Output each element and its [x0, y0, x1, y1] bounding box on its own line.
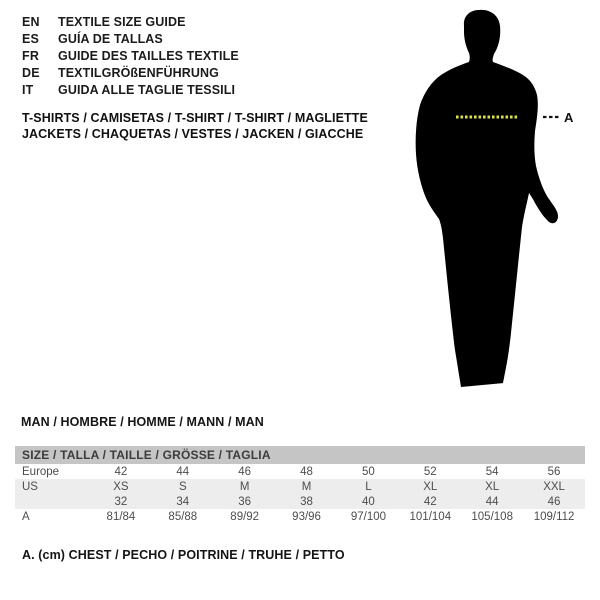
table-cell: M: [239, 480, 250, 493]
size-table-header: [15, 446, 585, 464]
table-cell: 34: [176, 495, 190, 508]
table-cell: 44: [485, 495, 499, 508]
table-cell: 54: [485, 465, 499, 478]
man-silhouette-shape: [416, 10, 558, 387]
language-code: EN: [22, 14, 40, 29]
table-cell: 101/104: [409, 510, 452, 523]
table-cell: 89/92: [230, 510, 260, 523]
table-cell: 48: [300, 465, 313, 478]
table-cell: 46: [238, 465, 252, 478]
category-line-jackets: JACKETS / CHAQUETAS / VESTES / JACKEN / GIACCHE: [22, 126, 364, 141]
language-code: ES: [22, 31, 40, 46]
table-row-europe: [15, 464, 585, 479]
table-cell: 85/88: [168, 510, 198, 523]
man-silhouette-figure: [400, 0, 580, 390]
measurement-footnote: A. (cm) CHEST / PECHO / POITRINE / TRUHE / PETTO: [22, 548, 345, 562]
language-list: [22, 13, 239, 98]
table-cell: XXL: [543, 480, 565, 493]
man-silhouette-svg: [400, 0, 580, 390]
table-cell: M: [301, 480, 312, 493]
table-cell: 36: [238, 495, 252, 508]
language-row-fr: [22, 47, 239, 64]
row-label: A: [22, 510, 30, 523]
table-cell: 46: [547, 495, 561, 508]
table-cell: 42: [423, 495, 437, 508]
table-cell: XL: [485, 480, 500, 493]
table-cell: 97/100: [350, 510, 387, 523]
language-label: GUÍA DE TALLAS: [58, 31, 163, 46]
language-code: FR: [22, 48, 40, 63]
table-cell: 93/96: [292, 510, 321, 523]
language-row-es: [22, 30, 239, 47]
table-cell: 42: [114, 465, 128, 478]
measure-label-a: A: [564, 110, 574, 125]
section-title-man: MAN / HOMBRE / HOMME / MANN / MAN: [21, 415, 264, 429]
table-cell: 109/112: [533, 510, 575, 523]
language-code: IT: [22, 82, 34, 97]
language-row-it: [22, 81, 239, 98]
table-cell: 56: [547, 465, 561, 478]
table-cell: XS: [113, 480, 129, 493]
row-label: US: [22, 480, 38, 493]
table-cell: 81/84: [106, 510, 136, 523]
language-row-de: [22, 64, 239, 81]
table-cell: 32: [114, 495, 128, 508]
table-cell: 50: [362, 465, 375, 478]
table-row-us-numeric: [15, 494, 585, 509]
language-label: GUIDE DES TAILLES TEXTILE: [58, 48, 239, 63]
table-cell: L: [365, 480, 372, 493]
size-table: [15, 446, 585, 524]
table-cell: 44: [176, 465, 190, 478]
table-cell: XL: [423, 480, 438, 493]
table-row-us: [15, 479, 585, 494]
table-cell: 52: [423, 465, 437, 478]
table-cell: S: [178, 480, 187, 493]
category-line-tshirts: T-SHIRTS / CAMISETAS / T-SHIRT / T-SHIRT / MAGLIETTE: [22, 111, 368, 125]
table-cell: 38: [300, 495, 313, 508]
table-row-chest-a: [15, 509, 585, 524]
language-code: DE: [22, 65, 40, 80]
garment-categories: [22, 111, 368, 142]
table-cell: 105/108: [471, 510, 513, 523]
language-label: TEXTILE SIZE GUIDE: [58, 14, 186, 29]
size-table-header-label: SIZE / TALLA / TAILLE / GRÖSSE / TAGLIA: [22, 448, 271, 462]
language-label: TEXTILGRÖßENFÜHRUNG: [58, 65, 219, 80]
table-cell: 40: [362, 495, 375, 508]
language-label: GUIDA ALLE TAGLIE TESSILI: [58, 82, 236, 97]
row-label: Europe: [22, 465, 60, 478]
language-row-en: [22, 13, 239, 30]
